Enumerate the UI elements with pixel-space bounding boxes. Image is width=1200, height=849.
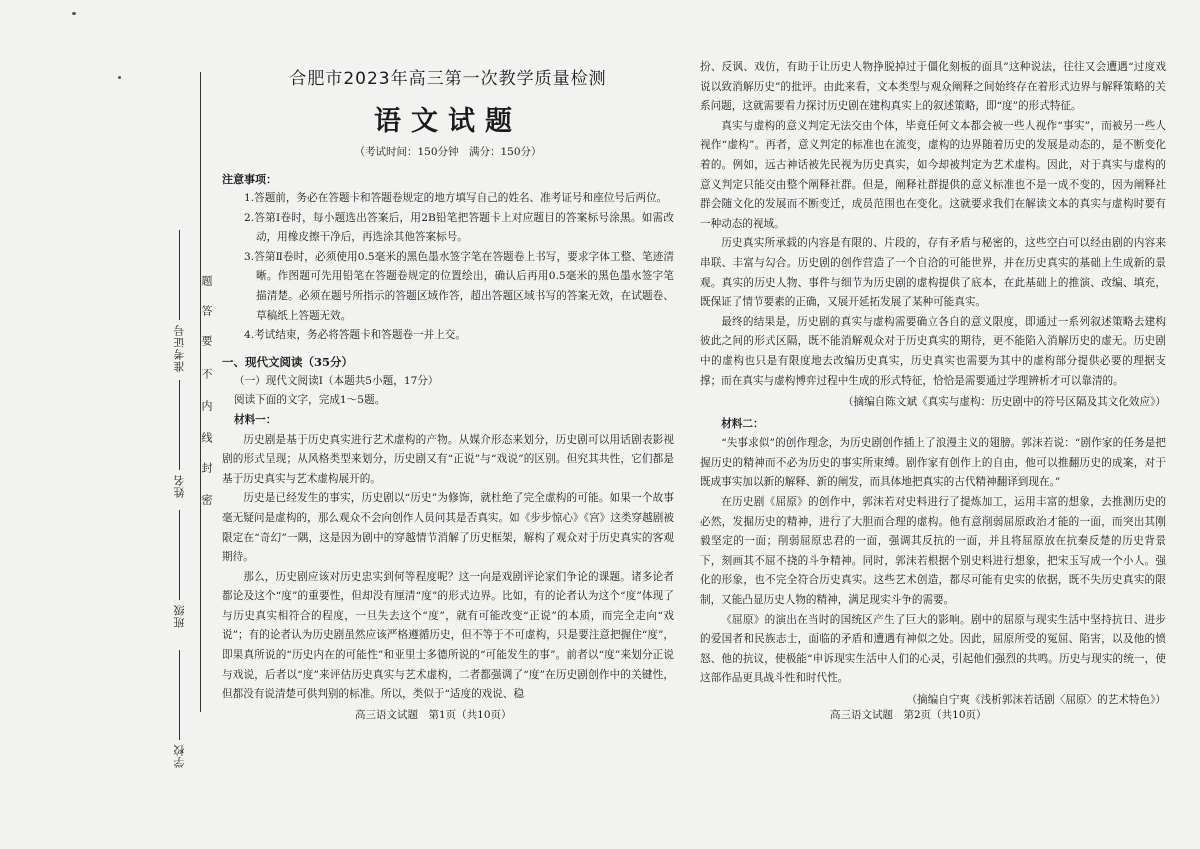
note-item: 4.考试结束，务必将答题卡和答题卷一并上交。 [244, 329, 466, 342]
exam-info: （考试时间：150分钟 满分：150分） [354, 146, 542, 158]
left-column [222, 58, 674, 705]
seal-char: 不 [200, 368, 213, 379]
seal-char: 密 [200, 494, 213, 505]
field-exam-number: 准考证号 [172, 230, 188, 372]
paragraph: 历史是已经发生的事实，历史剧以“历史”为修饰，就杜绝了完全虚构的可能。如果一个故事毫无疑问是虚构的，那么观众不会向创作人员问其是否真实。如《步步惊心》《宫》这类穿越剧被限定在“奇幻”一隅，这是因为剧中的穿越情节消解了历史框架，解构了观众对于历史真实的客观期待。 [222, 492, 674, 564]
paragraph: 《屈原》的演出在当时的国统区产生了巨大的影响。剧中的屈原与现实生活中坚持抗日、进步的爱国者和民族志士，面临的矛盾和遭遇有神似之处。因此，屈原所受的冤屈、陷害，以及他的愤怒、他的抗议，使极能“申诉现实生活中人们的心灵，引起他们强烈的共鸣。历史与现实的统一，使这部作品更具战斗性和时代性。 [700, 613, 1166, 685]
page-footer-1: 高三语文试题 第1页（共10页） [355, 709, 512, 721]
field-class: 班级 [172, 510, 188, 628]
section-title: 一、现代文阅读（35分） [222, 354, 354, 369]
paragraph: 真实与虚构的意义判定无法交由个体，毕竟任何文本都会被一些人视作“事实”，而被另一些人视作“虚构”。再者，意义判定的标准也在流变，虚构的边界随着历史的发展是动态的，是不断变化着的。例如，远古神话被先民视为历史真实，如今却被判定为艺术虚构。因此，对于真实与虚构的意义判定只能交由整个阐释社群。但是，阐释社群提供的意义标准也不是一成不变的，因为阐释社群会随文化的发展而不断变迁，成员范围也在变化。这就要求我们在解读文本的真实与虚构时要有一种动态的视域。 [700, 119, 1166, 230]
seal-char: 内 [200, 400, 213, 411]
binding-line [200, 72, 201, 712]
paragraph: “失事求似”的创作理念，为历史剧创作插上了浪漫主义的翅膀。郭沫若说：“剧作家的任务是把握历史的精神而不必为历史的事实所束缚。剧作家有创作上的自由，他可以推翻历史的成案，对于既成事实加以新的解释、新的阐发，而具体地把真实的古代精神翻译到现在。” [700, 437, 1166, 489]
seal-char: 题 [200, 275, 213, 286]
field-name: 姓名 [172, 380, 188, 498]
citation: （摘编自宁爽《浅析郭沫若话剧〈屈原〉的艺术特色》） [906, 694, 1166, 706]
paragraph: 历史剧是基于历史真实进行艺术虚构的产物。从媒介形态来划分，历史剧可以用话剧表影视剧的形式呈现；从风格类型来划分，历史剧又有“正说”与“戏说”的区别。但究其共性，它们都是基于历史真实与艺术虚构展开的。 [222, 433, 674, 485]
seal-char: 线 [200, 432, 213, 443]
seal-char: 答 [200, 305, 213, 316]
scan-speck [118, 76, 121, 79]
citation: （摘编自陈文斌《真实与虚构：历史剧中的符号区隔及其文化效应》） [842, 396, 1166, 409]
material-label: 材料二： [721, 417, 764, 430]
paragraph: 那么，历史剧应该对历史忠实到何等程度呢？这一向是戏剧评论家们争论的课题。诸多论者都论及这个“度”的重要性，但却没有厘清“度”的形式边界。比如，有的论者认为这个“度”体现了与历史真实相符合的程度，一旦失去这个“度”，就有可能改变“正说”的本质，而完全走向“戏说”；有的论者认为历史剧虽然应该严格遵循历史，但不等于不可虚构，只是要注意把握住“度”，即果真所说的“历史内在的可能性”和亚里士多德所说的“可能发生的事”。前者以“度”来划分正说与戏说，后者以“度”来评估历史真实与艺术虚构，二者都强调了“度”在历史剧创作中的关键性，但都没有说清楚可供判别的标准。所以，类似于“适度的戏说、稳 [222, 570, 674, 701]
note-item: 1.答题前，务必在答题卡和答题卷规定的地方填写自己的姓名、准考证号和座位号后两位。 [244, 192, 668, 204]
instruction: 阅读下面的文字，完成1～5题。 [234, 394, 386, 407]
seal-char: 封 [200, 462, 213, 473]
notes-heading: 注意事项： [222, 173, 277, 186]
material-label: 材料一： [234, 413, 277, 426]
field-school: 学校 [172, 650, 188, 768]
right-column [700, 58, 1166, 713]
note-item: 3.答第Ⅱ卷时，必须使用0.5毫米的黑色墨水签字笔在答题卷上书写，要求字体工整、笔迹清晰。作图题可先用铅笔在答题卷规定的位置绘出，确认后再用0.5毫米的黑色墨水签字笔描清楚。必须在题号所指示的答题区域作答，超出答题区域书写的答案无效，在试题卷、草稿纸上答题无效。 [244, 250, 674, 322]
note-item: 2.答第Ⅰ卷时，每小题选出答案后，用2B铅笔把答题卡上对应题目的答案标号涂黑。如需改动，用橡皮擦干净后，再选涂其他答案标号。 [244, 211, 674, 244]
paragraph: 历史真实所承载的内容是有限的、片段的，存有矛盾与秘密的，这些空白可以经由剧的内容来串联、丰富与勾合。历史剧的创作营造了一个自洽的可能世界，并在历史真实的基础上生成新的景观。真实的历史人物、事件与细节为历史剧的虚构提供了底本，在此基础上的推演、改编、填充，既保证了情节要素的正确，又展开延拓发展了某种可能真实。 [700, 237, 1166, 309]
paragraph: 在历史剧《屈原》的创作中，郭沫若对史料进行了提炼加工，运用丰富的想象，去推测历史的必然，发掘历史的精神，进行了大胆而合理的虚构。他有意削弱屈原政治才能的一面，而突出其刚毅坚定的一面；削弱屈原忠君的一面，强调其反抗的一面，并且将屈原放在抗秦反楚的历史背景下，刻画其不屈不挠的斗争精神。同时，郭沫若根据个别史料进行想象，把宋玉写成一个小人。强化的形象，也不完全符合历史真实。这些艺术创造，都尽可能有史实的依据，既不失历史真实的限制，又能凸显历史人物的精神，满足现实斗争的需要。 [700, 496, 1166, 607]
exam-main-title: 合肥市2023年高三第一次教学质量检测 [289, 69, 607, 89]
page-footer-2: 高三语文试题 第2页（共10页） [830, 709, 987, 721]
subject-title: 语文试题 [374, 106, 522, 137]
paragraph: 最终的结果是，历史剧的真实与虚构需要确立各自的意义限度，即通过一系列叙述策略去建构彼此之间的形式区隔，既不能消解观众对于历史真实的期待，更不能陷入消解历史的虚无。历史剧中的虚构也只是有限度地去改编历史真实，历史真实也需要为其中的虚构部分提供必要的理据支撑；而在真实与虚构博弈过程中生成的形式特征，恰恰是需要通过学理辨析才可以靠清的。 [700, 315, 1166, 387]
paragraph: 扮、反讽、戏仿，有助于让历史人物挣脱掉过于僵化刻板的面具”这种说法，往往又会遭遇“过度戏说以致消解历史”的批评。由此来看，文本类型与观众阐释之间始终存在着形式边界与解释策略的关系问题，这就需要看力探讨历史剧在建构真实上的叙述策略，即“度”的形式特征。 [700, 61, 1166, 113]
seal-char: 要 [200, 335, 213, 346]
part-title: （一）现代文阅读Ⅰ（本题共5小题，17分） [234, 374, 439, 387]
scan-speck [72, 12, 76, 15]
